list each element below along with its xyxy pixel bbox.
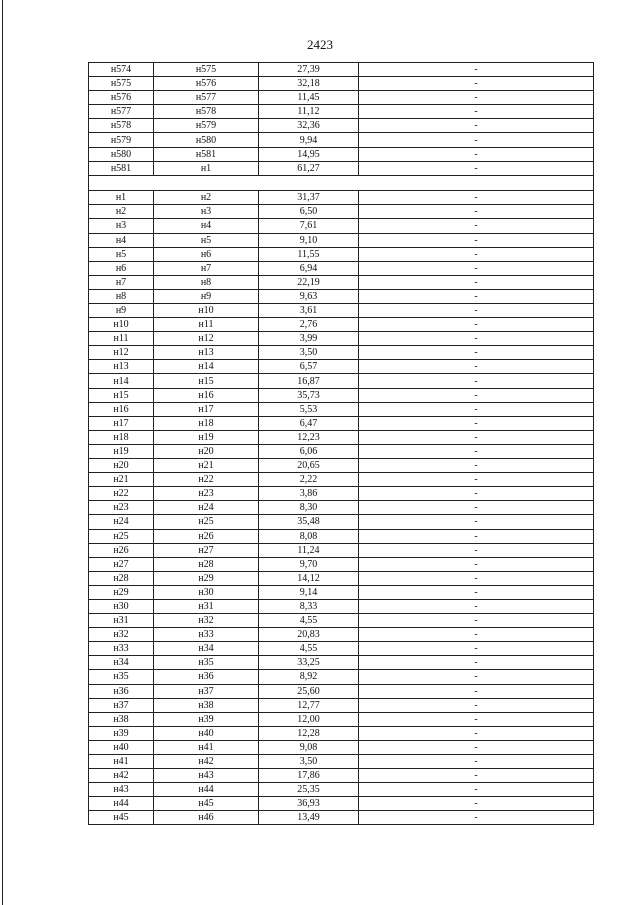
length-cell: 61,27 [259,161,359,175]
from-point-cell: н5 [89,247,154,261]
note-cell: - [359,105,594,119]
length-cell: 3,86 [259,487,359,501]
to-point-cell: н20 [154,444,259,458]
length-cell: 11,12 [259,105,359,119]
segment-table [88,62,594,825]
note-cell: - [359,473,594,487]
to-point-cell: н7 [154,261,259,275]
to-point-cell: н44 [154,783,259,797]
from-point-cell: н36 [89,684,154,698]
length-cell: 11,55 [259,247,359,261]
table-row [89,557,594,571]
note-cell: - [359,191,594,205]
from-point-cell: н9 [89,304,154,318]
table-row [89,755,594,769]
table-row [89,670,594,684]
note-cell: - [359,740,594,754]
note-cell: - [359,783,594,797]
to-point-cell: н581 [154,147,259,161]
table-row [89,698,594,712]
to-point-cell: н580 [154,133,259,147]
to-point-cell: н575 [154,63,259,77]
note-cell: - [359,557,594,571]
note-cell: - [359,318,594,332]
from-point-cell: н4 [89,233,154,247]
from-point-cell: н18 [89,430,154,444]
note-cell: - [359,811,594,825]
from-point-cell: н20 [89,459,154,473]
length-cell: 17,86 [259,769,359,783]
length-cell: 14,12 [259,571,359,585]
note-cell: - [359,289,594,303]
note-cell: - [359,430,594,444]
note-cell: - [359,374,594,388]
note-cell: - [359,670,594,684]
table-row [89,133,594,147]
note-cell: - [359,614,594,628]
to-point-cell: н28 [154,557,259,571]
from-point-cell: н580 [89,147,154,161]
length-cell: 12,00 [259,712,359,726]
to-point-cell: н576 [154,77,259,91]
to-point-cell: н29 [154,571,259,585]
length-cell: 5,53 [259,402,359,416]
length-cell: 36,93 [259,797,359,811]
from-point-cell: н35 [89,670,154,684]
to-point-cell: н579 [154,119,259,133]
to-point-cell: н39 [154,712,259,726]
length-cell: 9,63 [259,289,359,303]
note-cell: - [359,515,594,529]
note-cell: - [359,501,594,515]
length-cell: 7,61 [259,219,359,233]
table-row [89,275,594,289]
length-cell: 20,83 [259,628,359,642]
table-row [89,571,594,585]
table-row [89,261,594,275]
from-point-cell: н34 [89,656,154,670]
note-cell: - [359,119,594,133]
length-cell: 3,50 [259,346,359,360]
length-cell: 6,06 [259,444,359,458]
table-row [89,105,594,119]
length-cell: 9,08 [259,740,359,754]
length-cell: 9,14 [259,585,359,599]
from-point-cell: н576 [89,91,154,105]
from-point-cell: н37 [89,698,154,712]
to-point-cell: н26 [154,529,259,543]
note-cell: - [359,91,594,105]
length-cell: 9,94 [259,133,359,147]
length-cell: 6,47 [259,416,359,430]
from-point-cell: н17 [89,416,154,430]
table-row [89,402,594,416]
length-cell: 16,87 [259,374,359,388]
note-cell: - [359,133,594,147]
note-cell: - [359,712,594,726]
to-point-cell: н33 [154,628,259,642]
to-point-cell: н23 [154,487,259,501]
from-point-cell: н24 [89,515,154,529]
to-point-cell: н13 [154,346,259,360]
to-point-cell: н35 [154,656,259,670]
to-point-cell: н9 [154,289,259,303]
to-point-cell: н36 [154,670,259,684]
from-point-cell: н31 [89,614,154,628]
table-row [89,459,594,473]
to-point-cell: н27 [154,543,259,557]
table-row [89,628,594,642]
note-cell: - [359,571,594,585]
length-cell: 11,24 [259,543,359,557]
to-point-cell: н3 [154,205,259,219]
table-row [89,63,594,77]
note-cell: - [359,346,594,360]
from-point-cell: н2 [89,205,154,219]
length-cell: 25,60 [259,684,359,698]
to-point-cell: н40 [154,726,259,740]
length-cell: 9,70 [259,557,359,571]
table-row [89,501,594,515]
from-point-cell: н581 [89,161,154,175]
from-point-cell: н40 [89,740,154,754]
from-point-cell: н8 [89,289,154,303]
note-cell: - [359,487,594,501]
length-cell: 8,30 [259,501,359,515]
length-cell: 33,25 [259,656,359,670]
note-cell: - [359,529,594,543]
from-point-cell: н27 [89,557,154,571]
to-point-cell: н45 [154,797,259,811]
table-row [89,656,594,670]
length-cell: 8,33 [259,599,359,613]
to-point-cell: н32 [154,614,259,628]
from-point-cell: н28 [89,571,154,585]
length-cell: 2,76 [259,318,359,332]
note-cell: - [359,416,594,430]
to-point-cell: н43 [154,769,259,783]
note-cell: - [359,543,594,557]
from-point-cell: н1 [89,191,154,205]
table-row [89,374,594,388]
to-point-cell: н6 [154,247,259,261]
length-cell: 6,50 [259,205,359,219]
note-cell: - [359,726,594,740]
to-point-cell: н2 [154,191,259,205]
table-row [89,487,594,501]
table-row [89,191,594,205]
table-row [89,684,594,698]
page-edge-line [2,0,3,905]
length-cell: 27,39 [259,63,359,77]
length-cell: 4,55 [259,642,359,656]
from-point-cell: н11 [89,332,154,346]
to-point-cell: н30 [154,585,259,599]
from-point-cell: н32 [89,628,154,642]
to-point-cell: н14 [154,360,259,374]
table-row [89,726,594,740]
table-row [89,91,594,105]
length-cell: 32,36 [259,119,359,133]
to-point-cell: н42 [154,755,259,769]
to-point-cell: н578 [154,105,259,119]
length-cell: 9,10 [259,233,359,247]
length-cell: 8,08 [259,529,359,543]
note-cell: - [359,63,594,77]
length-cell: 13,49 [259,811,359,825]
length-cell: 12,77 [259,698,359,712]
table-row [89,247,594,261]
note-cell: - [359,755,594,769]
table-row [89,430,594,444]
note-cell: - [359,219,594,233]
table-row [89,360,594,374]
from-point-cell: н14 [89,374,154,388]
table-row [89,585,594,599]
table-row [89,289,594,303]
length-cell: 6,94 [259,261,359,275]
to-point-cell: н41 [154,740,259,754]
length-cell: 3,61 [259,304,359,318]
from-point-cell: н13 [89,360,154,374]
table-row [89,783,594,797]
to-point-cell: н24 [154,501,259,515]
from-point-cell: н16 [89,402,154,416]
to-point-cell: н18 [154,416,259,430]
from-point-cell: н42 [89,769,154,783]
note-cell: - [359,304,594,318]
table-row [89,147,594,161]
from-point-cell: н10 [89,318,154,332]
to-point-cell: н31 [154,599,259,613]
note-cell: - [359,261,594,275]
from-point-cell: н41 [89,755,154,769]
table-row [89,304,594,318]
from-point-cell: н25 [89,529,154,543]
length-cell: 2,22 [259,473,359,487]
from-point-cell: н29 [89,585,154,599]
length-cell: 31,37 [259,191,359,205]
to-point-cell: н8 [154,275,259,289]
to-point-cell: н10 [154,304,259,318]
note-cell: - [359,585,594,599]
note-cell: - [359,599,594,613]
from-point-cell: н22 [89,487,154,501]
table-row [89,219,594,233]
to-point-cell: н11 [154,318,259,332]
length-cell: 32,18 [259,77,359,91]
note-cell: - [359,332,594,346]
to-point-cell: н21 [154,459,259,473]
to-point-cell: н46 [154,811,259,825]
note-cell: - [359,161,594,175]
length-cell: 12,23 [259,430,359,444]
table-row [89,346,594,360]
from-point-cell: н39 [89,726,154,740]
to-point-cell: н25 [154,515,259,529]
to-point-cell: н22 [154,473,259,487]
from-point-cell: н45 [89,811,154,825]
to-point-cell: н37 [154,684,259,698]
table-row [89,797,594,811]
group-separator-cell [89,175,594,191]
from-point-cell: н33 [89,642,154,656]
from-point-cell: н575 [89,77,154,91]
length-cell: 35,48 [259,515,359,529]
table-row [89,318,594,332]
table-row [89,769,594,783]
table-row [89,119,594,133]
to-point-cell: н17 [154,402,259,416]
note-cell: - [359,459,594,473]
note-cell: - [359,656,594,670]
from-point-cell: н44 [89,797,154,811]
from-point-cell: н30 [89,599,154,613]
note-cell: - [359,402,594,416]
length-cell: 25,35 [259,783,359,797]
note-cell: - [359,77,594,91]
table-row [89,77,594,91]
to-point-cell: н5 [154,233,259,247]
from-point-cell: н26 [89,543,154,557]
length-cell: 6,57 [259,360,359,374]
segment-table-body [89,63,594,825]
note-cell: - [359,360,594,374]
note-cell: - [359,388,594,402]
note-cell: - [359,233,594,247]
length-cell: 8,92 [259,670,359,684]
from-point-cell: н7 [89,275,154,289]
from-point-cell: н43 [89,783,154,797]
to-point-cell: н34 [154,642,259,656]
table-row [89,599,594,613]
table-row [89,712,594,726]
length-cell: 20,65 [259,459,359,473]
table-row [89,233,594,247]
from-point-cell: н3 [89,219,154,233]
note-cell: - [359,684,594,698]
table-row [89,205,594,219]
table-row [89,543,594,557]
table-row [89,388,594,402]
table-row [89,529,594,543]
from-point-cell: н578 [89,119,154,133]
table-row [89,161,594,175]
table-row [89,444,594,458]
from-point-cell: н574 [89,63,154,77]
page-number: 2423 [307,37,333,52]
to-point-cell: н38 [154,698,259,712]
from-point-cell: н21 [89,473,154,487]
from-point-cell: н38 [89,712,154,726]
note-cell: - [359,628,594,642]
table-row [89,332,594,346]
from-point-cell: н15 [89,388,154,402]
note-cell: - [359,797,594,811]
table-row [89,473,594,487]
table-row [89,614,594,628]
from-point-cell: н19 [89,444,154,458]
to-point-cell: н4 [154,219,259,233]
group-separator-row [89,175,594,191]
note-cell: - [359,698,594,712]
note-cell: - [359,769,594,783]
to-point-cell: н577 [154,91,259,105]
from-point-cell: н23 [89,501,154,515]
to-point-cell: н12 [154,332,259,346]
note-cell: - [359,642,594,656]
note-cell: - [359,205,594,219]
from-point-cell: н12 [89,346,154,360]
note-cell: - [359,444,594,458]
note-cell: - [359,247,594,261]
table-row [89,811,594,825]
length-cell: 4,55 [259,614,359,628]
from-point-cell: н577 [89,105,154,119]
length-cell: 12,28 [259,726,359,740]
length-cell: 3,50 [259,755,359,769]
to-point-cell: н1 [154,161,259,175]
length-cell: 11,45 [259,91,359,105]
table-row [89,642,594,656]
length-cell: 3,99 [259,332,359,346]
length-cell: 22,19 [259,275,359,289]
from-point-cell: н6 [89,261,154,275]
to-point-cell: н16 [154,388,259,402]
length-cell: 35,73 [259,388,359,402]
length-cell: 14,95 [259,147,359,161]
table-row [89,515,594,529]
table-row [89,740,594,754]
note-cell: - [359,275,594,289]
to-point-cell: н15 [154,374,259,388]
table-row [89,416,594,430]
to-point-cell: н19 [154,430,259,444]
from-point-cell: н579 [89,133,154,147]
note-cell: - [359,147,594,161]
